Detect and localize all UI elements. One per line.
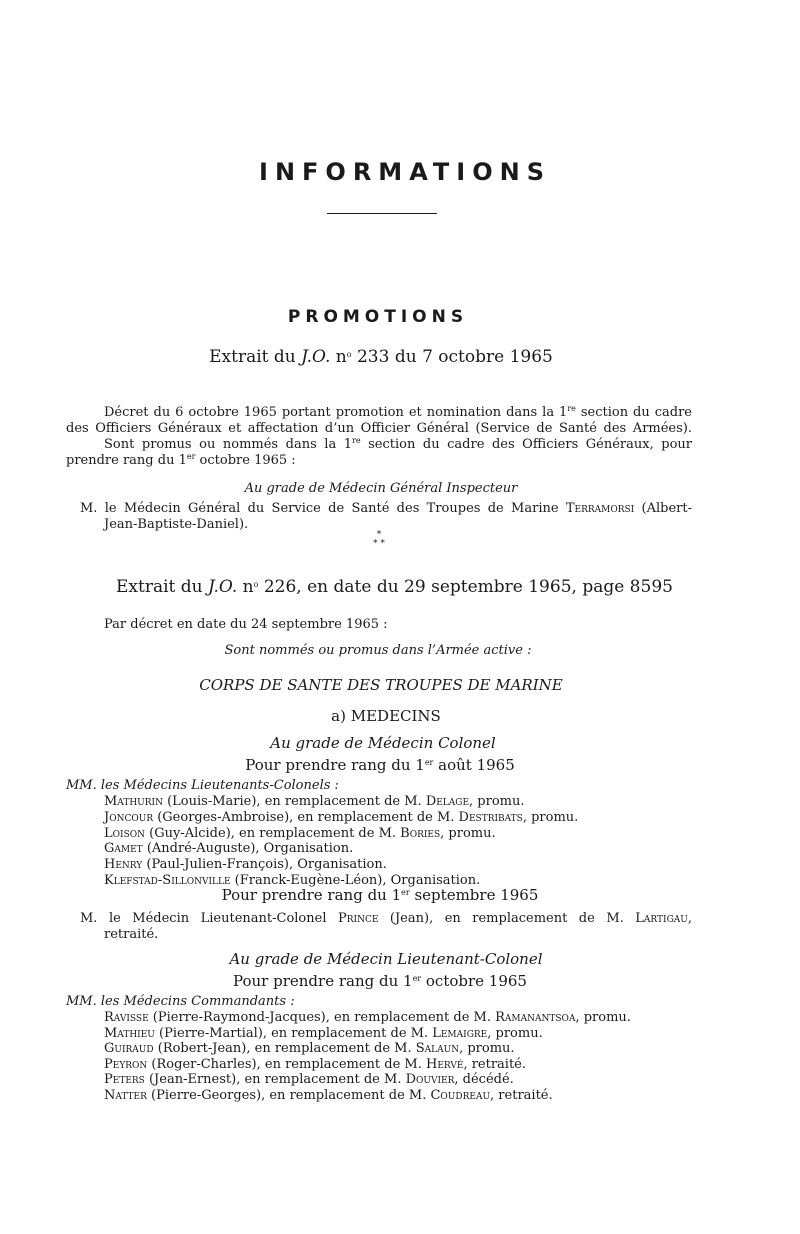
list-item: Peters (Jean-Ernest), en remplacement de M. Douvier, décédé. [104, 1072, 514, 1088]
colonel-promotion-list [104, 794, 578, 889]
decree-line-2: des Officiers Généraux et affectation d’un Officier Général (Service de Santé des Armées). [66, 421, 692, 436]
rang-octobre-line: Pour prendre rang du 1er octobre 1965 [233, 972, 527, 990]
decree-line-3: Sont promus ou nommés dans la 1re section du cadre des Officiers Généraux, pour [104, 436, 692, 452]
list-item: Joncour (Georges-Ambroise), en remplacement de M. Destribats, promu. [104, 809, 579, 825]
list-item: Henry (Paul-Julien-François), Organisation. [104, 857, 387, 873]
section-heading: PROMOTIONS [287, 307, 469, 327]
par-decret-line: Par décret en date du 24 septembre 1965 : [104, 617, 388, 632]
list-item: Natter (Pierre-Georges), en remplacement de M. Coudreau, retraité. [104, 1087, 553, 1103]
list-item: Loison (Guy-Alcide), en remplacement de M. Bories, promu. [104, 825, 496, 841]
grade-heading-colonel: Au grade de Médecin Colonel [270, 734, 496, 752]
sont-nommes-line: Sont nommés ou promus dans l’Armée active : [224, 643, 532, 658]
mm-lieutenants-colonels: MM. les Médecins Lieutenants-Colonels : [66, 778, 339, 793]
prince-entry-line-2: retraité. [104, 927, 159, 942]
list-item: Peyron (Roger-Charles), en remplacement de M. Hervé, retraité. [104, 1056, 527, 1072]
title-rule [327, 213, 437, 214]
grade-heading-general: Au grade de Médecin Général Inspecteur [244, 481, 518, 496]
decree-line-1: Décret du 6 octobre 1965 portant promotion et nomination dans la 1re section du cadre [104, 404, 692, 420]
separator-asterisks: * * * [373, 530, 385, 549]
corps-heading: CORPS DE SANTE DES TROUPES DE MARINE [199, 676, 563, 694]
list-item: Gamet (André-Auguste), Organisation. [104, 841, 354, 857]
list-item: Ravisse (Pierre-Raymond-Jacques), en remplacement de M. Ramanantsoa, promu. [104, 1010, 631, 1025]
list-item: Mathieu (Pierre-Martial), en remplacement de M. Lemaigre, promu. [104, 1025, 543, 1041]
rang-septembre-line: Pour prendre rang du 1er septembre 1965 [221, 886, 539, 904]
decree-line-4: prendre rang du 1er octobre 1965 : [66, 452, 296, 468]
extrait-heading-2: Extrait du J.O. $n^o$ 226, en date du 29 septembre 1965, page 8595 [116, 577, 673, 597]
mm-commandants: MM. les Médecins Commandants : [66, 994, 295, 1009]
list-item: Guiraud (Robert-Jean), en remplacement de M. Salaun, promu. [104, 1041, 515, 1057]
prince-entry-line-1: M. le Médecin Lieutenant-Colonel Prince (Jean), en remplacement de M. Lartigau, [80, 911, 692, 926]
page-title: INFORMATIONS [259, 158, 551, 186]
list-item: Mathurin (Louis-Marie), en remplacement de M. Delage, promu. [104, 794, 525, 809]
medecins-heading: a) MEDECINS [331, 707, 441, 725]
rang-aout-line: Pour prendre rang du 1er août 1965 [245, 756, 515, 774]
list-item: Klefstad-Sillonville (Franck-Eugène-Léon), Organisation. [104, 872, 481, 888]
lieutenant-colonel-promotion-list [104, 1010, 631, 1104]
general-entry-line-1: M. le Médecin Général du Service de Santé des Troupes de Marine Terramorsi (Albert- [80, 501, 692, 516]
grade-heading-lieutenant-colonel: Au grade de Médecin Lieutenant-Colonel [229, 950, 543, 968]
extrait-heading-1: Extrait du J.O. $n^o$ 233 du 7 octobre 1965 [209, 347, 553, 367]
general-entry-line-2: Jean-Baptiste-Daniel). [104, 517, 249, 532]
